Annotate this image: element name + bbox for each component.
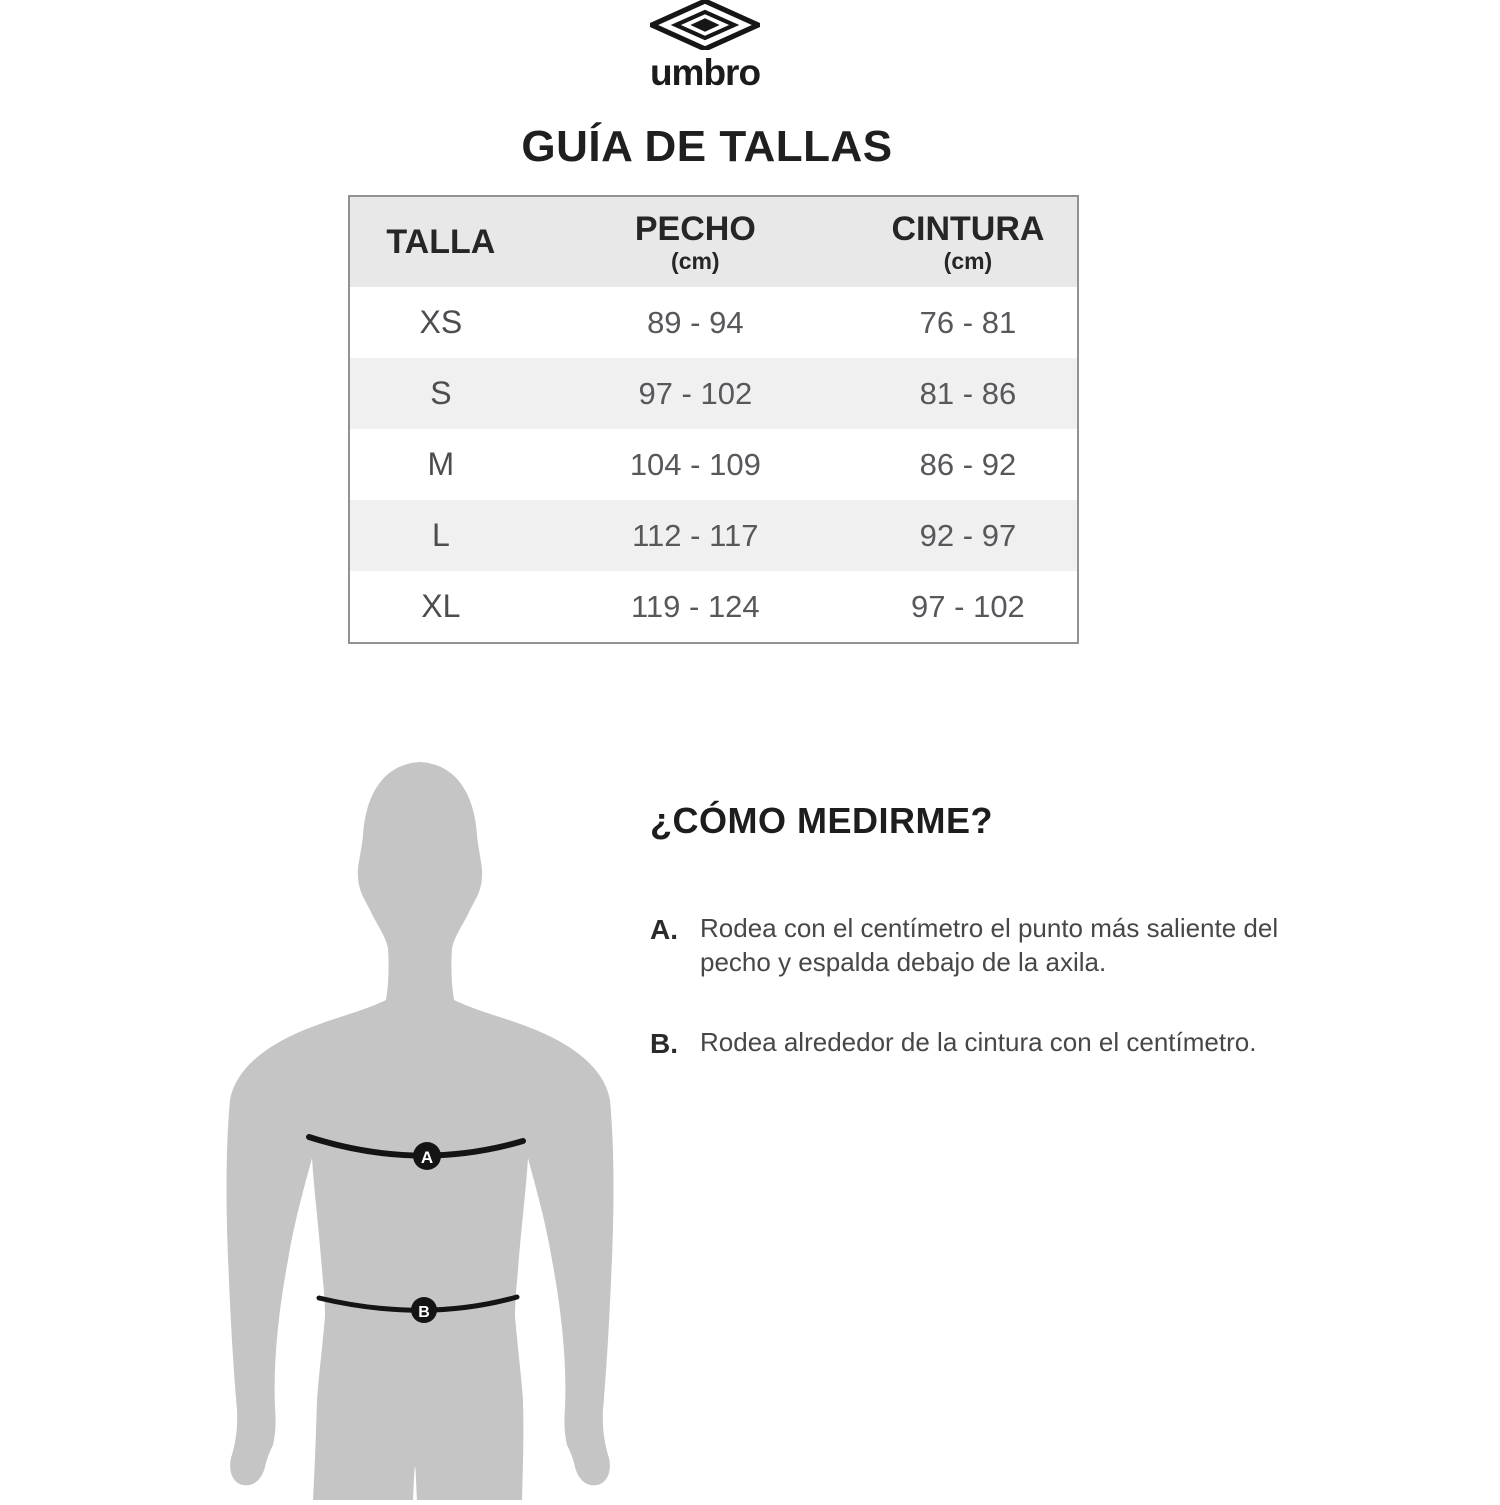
size-cell: L — [431, 517, 450, 553]
cintura-cell: 92 - 97 — [919, 517, 1017, 553]
brand-block — [555, 0, 855, 94]
pecho-cell: 89 - 94 — [647, 304, 744, 340]
umbro-double-diamond-icon — [650, 0, 760, 50]
how-to-measure-section — [650, 800, 1350, 1061]
brand-wordmark: umbro — [649, 52, 761, 93]
cintura-cell: 76 - 81 — [919, 304, 1017, 340]
measure-instruction-b — [650, 1026, 1350, 1062]
size-cell: XL — [421, 588, 461, 624]
male-silhouette-shape — [227, 762, 614, 1500]
size-cell: S — [430, 375, 452, 411]
chest-marker-label: A — [420, 1148, 434, 1167]
measure-instruction-a — [650, 912, 1350, 980]
page-title: GUÍA DE TALLAS — [521, 122, 893, 171]
pecho-cell: 119 - 124 — [630, 588, 760, 624]
pecho-unit: (cm) — [671, 247, 720, 274]
table-row — [350, 429, 1077, 500]
size-table — [348, 195, 1079, 644]
size-table-header — [350, 197, 1077, 287]
table-row — [350, 571, 1077, 642]
pecho-cell: 97 - 102 — [638, 375, 753, 411]
cintura-unit: (cm) — [943, 247, 993, 274]
size-cell: M — [427, 446, 455, 482]
pecho-cell: 104 - 109 — [629, 446, 761, 482]
body-silhouette-figure — [220, 760, 620, 1500]
how-to-measure-title: ¿CÓMO MEDIRME? — [650, 800, 993, 841]
instruction-text-a: Rodea con el centímetro el punto más saliente del pecho y espalda debajo de la axila. — [700, 913, 1279, 977]
cintura-cell: 81 - 86 — [919, 375, 1017, 411]
column-header-talla: TALLA — [386, 223, 496, 261]
pecho-cell: 112 - 117 — [632, 517, 759, 553]
instruction-text-b: Rodea alrededor de la cintura con el centímetro. — [700, 1026, 1257, 1057]
size-cell: XS — [419, 304, 463, 340]
cintura-cell: 86 - 92 — [919, 446, 1017, 482]
column-header-cintura: CINTURA (cm) — [859, 212, 1077, 273]
table-row — [350, 500, 1077, 571]
table-row — [350, 358, 1077, 429]
cintura-cell: 97 - 102 — [911, 588, 1025, 624]
instruction-key-a: A. — [650, 914, 678, 945]
table-row — [350, 287, 1077, 358]
waist-marker-label: B — [418, 1304, 430, 1321]
instruction-key-b: B. — [650, 1027, 678, 1059]
column-header-pecho: PECHO (cm) — [532, 212, 859, 273]
